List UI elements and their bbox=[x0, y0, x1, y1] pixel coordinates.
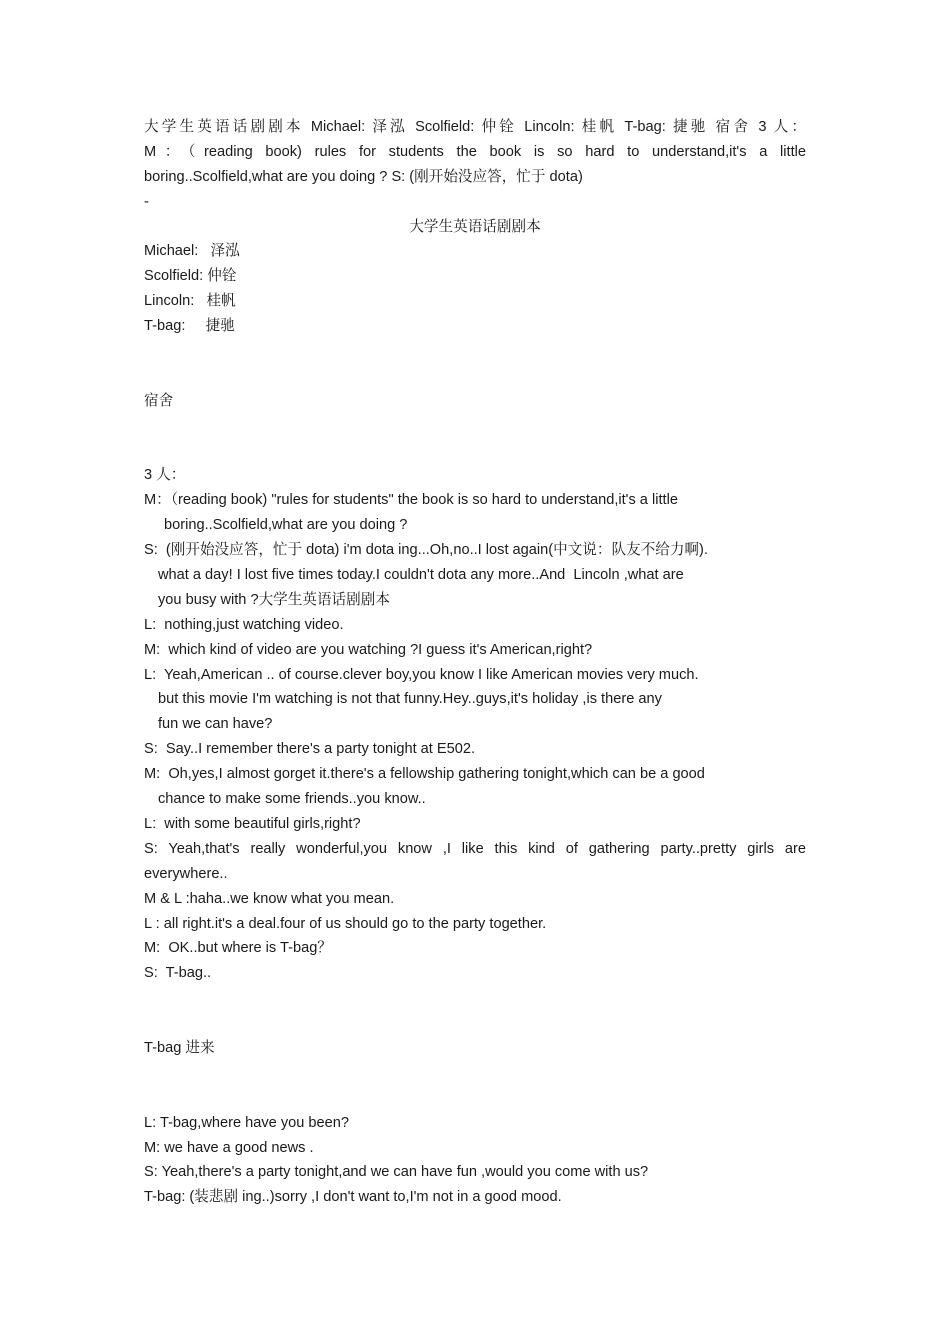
dialogue-line: everywhere.. bbox=[144, 865, 228, 882]
dialogue-line: S: Yeah,that's really wonderful,you know ,I like this kind of gathering party..pretty girls are bbox=[144, 840, 806, 857]
script-title: 大学生英语话剧剧本 bbox=[409, 218, 541, 235]
dialogue-line: M: OK..but where is T-bag？ bbox=[144, 940, 332, 957]
dialogue-line: L: T-bag,where have you been? bbox=[144, 1114, 350, 1131]
dialogue-line: S: T-bag.. bbox=[144, 965, 212, 982]
summary-line: 大学生英语话剧剧本 Michael: 泽泓 Scolfield: 仲铨 Lincoln: 桂帆 T-bag: 捷驰 宿舍 3 人： bbox=[144, 119, 806, 135]
people-count: 3 人： bbox=[144, 467, 186, 484]
spacer bbox=[144, 1086, 806, 1111]
scene-heading: 宿舍 bbox=[144, 392, 174, 409]
summary-line: M：（reading book) rules for students the book is so hard to understand,it's a little bbox=[144, 143, 806, 160]
dialogue-line: T-bag: (装悲剧 ing..)sorry ,I don't want to,I'm not in a good mood. bbox=[144, 1189, 562, 1206]
spacer bbox=[144, 339, 806, 364]
dialogue-line: S: Yeah,there's a party tonight,and we can have fun ,would you come with us? bbox=[144, 1164, 649, 1181]
spacer bbox=[144, 986, 806, 1011]
spacer bbox=[144, 439, 806, 464]
spacer bbox=[144, 1061, 806, 1086]
scene-heading: T-bag 进来 bbox=[144, 1039, 215, 1056]
dialogue-line: but this movie I'm watching is not that funny.Hey..guys,it's holiday ,is there any bbox=[158, 691, 662, 708]
dialogue-line: M: we have a good news . bbox=[144, 1139, 314, 1156]
cast-member: Lincoln: 桂帆 bbox=[144, 293, 236, 310]
document-body bbox=[144, 115, 806, 1210]
dialogue-line: M: which kind of video are you watching ?I guess it's American,right? bbox=[144, 641, 593, 658]
dialogue-line: M：（reading book) "rules for students" the book is so hard to understand,it's a little bbox=[144, 492, 678, 509]
dialogue-line: L: nothing,just watching video. bbox=[144, 616, 344, 633]
dialogue-line: fun we can have? bbox=[158, 716, 273, 733]
dialogue-line: L : all right.it's a deal.four of us should go to the party together. bbox=[144, 915, 547, 932]
dialogue-line: M: Oh,yes,I almost gorget it.there's a fellowship gathering tonight,which can be a good bbox=[144, 766, 705, 783]
spacer bbox=[144, 414, 806, 439]
dialogue-line: M & L :haha..we know what you mean. bbox=[144, 890, 395, 907]
dialogue-line: L: with some beautiful girls,right? bbox=[144, 815, 361, 832]
summary-line: boring..Scolfield,what are you doing ? S: (刚开始没应答，忙于 dota) bbox=[144, 168, 583, 185]
cast-member: Michael: 泽泓 bbox=[144, 243, 240, 260]
dialogue-line: you busy with ?大学生英语话剧剧本 bbox=[158, 591, 390, 608]
cast-member: Scolfield: 仲铨 bbox=[144, 268, 237, 285]
dialogue-line: boring..Scolfield,what are you doing ? bbox=[164, 517, 408, 534]
spacer bbox=[144, 1011, 806, 1036]
dialogue-line: what a day! I lost five times today.I couldn't dota any more..And Lincoln ,what are bbox=[158, 567, 684, 584]
summary-line: - bbox=[144, 193, 149, 210]
dialogue-line: S: (刚开始没应答，忙于 dota) i'm dota ing...Oh,no..I lost again(中文说：队友不给力啊). bbox=[144, 542, 708, 559]
spacer bbox=[144, 364, 806, 389]
dialogue-line: chance to make some friends..you know.. bbox=[158, 791, 426, 808]
dialogue-line: S: Say..I remember there's a party tonight at E502. bbox=[144, 741, 476, 758]
cast-member: T-bag: 捷驰 bbox=[144, 318, 235, 335]
dialogue-line: L: Yeah,American .. of course.clever boy,you know I like American movies very much. bbox=[144, 666, 699, 683]
